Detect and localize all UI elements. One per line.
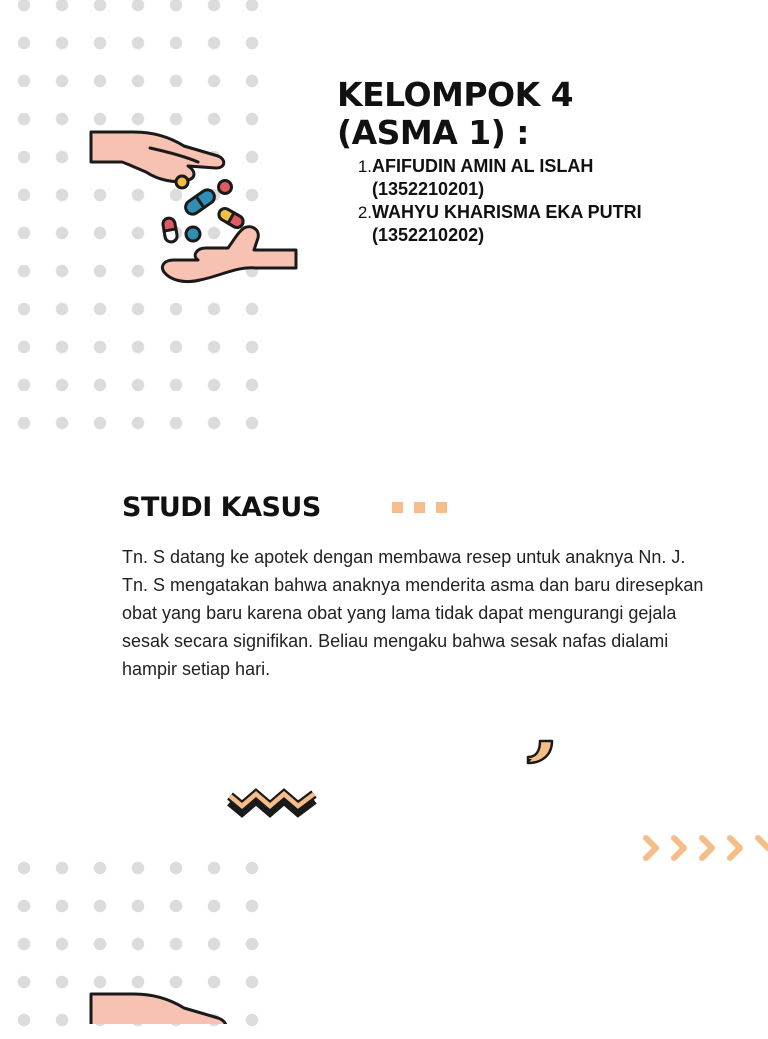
- hands-pills-illustration: [88, 126, 302, 306]
- zigzag-decoration: [226, 786, 322, 822]
- member-name: AFIFUDIN AMIN AL ISLAH: [372, 156, 594, 176]
- group-title: [337, 76, 573, 152]
- member-id: (1352210201): [372, 179, 485, 199]
- square-dot: [436, 502, 447, 513]
- section-title: STUDI KASUS: [122, 492, 321, 523]
- group-title-line2: (ASMA 1) :: [337, 113, 529, 152]
- square-dots-decoration: [392, 502, 447, 513]
- member-number: 2.: [357, 203, 372, 222]
- group-title-line1: KELOMPOK 4: [337, 75, 574, 114]
- hand-illustration-bottom: [88, 988, 238, 1024]
- case-description: Tn. S datang ke apotek dengan membawa resep untuk anaknya Nn. J. Tn. S mengatakan bahwa anaknya menderita asma dan baru diresepkan obat yang baru karena obat yang lama tidak dapat mengurangi gejala sesak secara signifikan. Beliau mengaku bahwa sesak nafas dialami hampir setiap hari.: [122, 547, 704, 679]
- member-name: WAHYU KHARISMA EKA PUTRI: [372, 202, 642, 222]
- list-item: [338, 201, 738, 247]
- square-dot: [392, 502, 403, 513]
- member-id: (1352210202): [372, 225, 485, 245]
- chevron-arrows-decoration: [640, 830, 768, 866]
- member-list: [338, 155, 738, 247]
- curved-shape-decoration: [524, 737, 556, 767]
- member-number: 1.: [357, 157, 372, 176]
- square-dot: [414, 502, 425, 513]
- list-item: [338, 155, 738, 201]
